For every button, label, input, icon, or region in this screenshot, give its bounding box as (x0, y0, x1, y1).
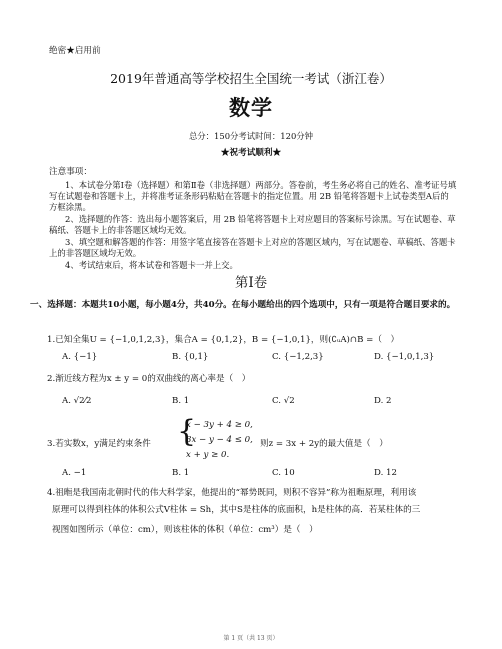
question-1-option-d: D. {−1,0,1,3} (374, 352, 435, 362)
question-1-option-b: B. {0,1} (172, 352, 209, 362)
section-instructions: 一、选择题：本题共10小题，每小题4分，共40分。在每小题给出的四个选项中，只有一项是符合题目要求的。 (30, 300, 456, 310)
constraint-3: x + y ≥ 0. (186, 450, 230, 460)
constraint-brace: { (177, 414, 197, 449)
question-2-option-d: D. 2 (374, 396, 392, 406)
question-4-line-2: 原理可以得到柱体的体积公式V柱体 = Sh，其中S是柱体的底面积，h是柱体的高．若某柱体的三 (52, 505, 421, 515)
constraint-1: x − 3y + 4 ≥ 0, (186, 420, 253, 430)
question-3-option-c: C. 10 (272, 468, 295, 478)
question-2-stem: 2.渐近线方程为x ± y = 0的双曲线的离心率是（ ） (47, 374, 251, 384)
notice-title: 注意事项： (49, 167, 92, 177)
question-3-option-a: A. −1 (62, 468, 87, 478)
confidential-seal: 绝密★启用前 (49, 46, 101, 56)
score-time-line: 总分：150分考试时间：120分钟 (188, 131, 314, 141)
notice-item-1: 1、本试卷分第Ⅰ卷（选择题）和第Ⅱ卷（非选择题）两部分。答卷前，考生务必将自己的姓名、准考证号填写在试题卷和答题卡上，并将准考证条形码粘贴在答题卡的指定位置。用 2B 铅笔将答题卡上试卷类型A后的方框涂黑。 (49, 180, 457, 213)
question-2-option-a: A. √2⁄2 (62, 396, 92, 406)
question-3-stem-suffix: 则z = 3x + 2y的最大值是（ ） (260, 439, 388, 449)
constraint-2: 3x − y − 4 ≤ 0, (186, 435, 253, 445)
question-1-option-a: A. {−1} (62, 352, 98, 362)
question-1-option-c: C. {−1,2,3} (272, 352, 324, 362)
notice-item-2: 2、选择题的作答：选出每小题答案后，用 2B 铅笔将答题卡上对应题目的答案标号涂黑。写在试题卷、草稿纸、答题卡上的非答题区域均无效。 (49, 214, 456, 236)
good-luck-line: ★祝考试顺利★ (220, 148, 282, 158)
notice-item-4: 4、考试结束后，将本试卷和答题卡一并上交。 (65, 260, 238, 270)
notice-item-3: 3、填空题和解答题的作答：用签字笔直接答在答题卡上对应的答题区域内，写在试题卷、草稿纸、答题卡上的非答题区域均无效。 (49, 237, 456, 259)
subject-title: 数学 (229, 95, 273, 120)
question-3-option-d: D. 12 (374, 468, 397, 478)
question-4-line-3: 视图如图所示（单位：cm），则该柱体的体积（单位：cm³）是（ ） (52, 525, 318, 535)
exam-title: 2019年普通高等学校招生全国统一考试（浙江卷） (110, 71, 392, 86)
page-footer: 第 1 页（共 13 页） (223, 635, 279, 642)
question-1-stem: 1.已知全集U = {−1,0,1,2,3}，集合A = {0,1,2}，B = {−1,0,1}，则(∁ᵤA)∩B =（ ） (47, 335, 400, 345)
question-2-option-b: B. 1 (172, 396, 190, 406)
question-3-option-b: B. 1 (172, 468, 190, 478)
part-title: 第Ⅰ卷 (234, 275, 268, 291)
question-2-option-c: C. √2 (272, 396, 295, 406)
question-4-line-1: 4.祖暅是我国南北朝时代的伟大科学家，他提出的“幂势既同，则积不容异”称为祖暅原理，利用该 (47, 488, 417, 498)
question-3-stem-prefix: 3.若实数x，y满足约束条件 (47, 439, 151, 449)
